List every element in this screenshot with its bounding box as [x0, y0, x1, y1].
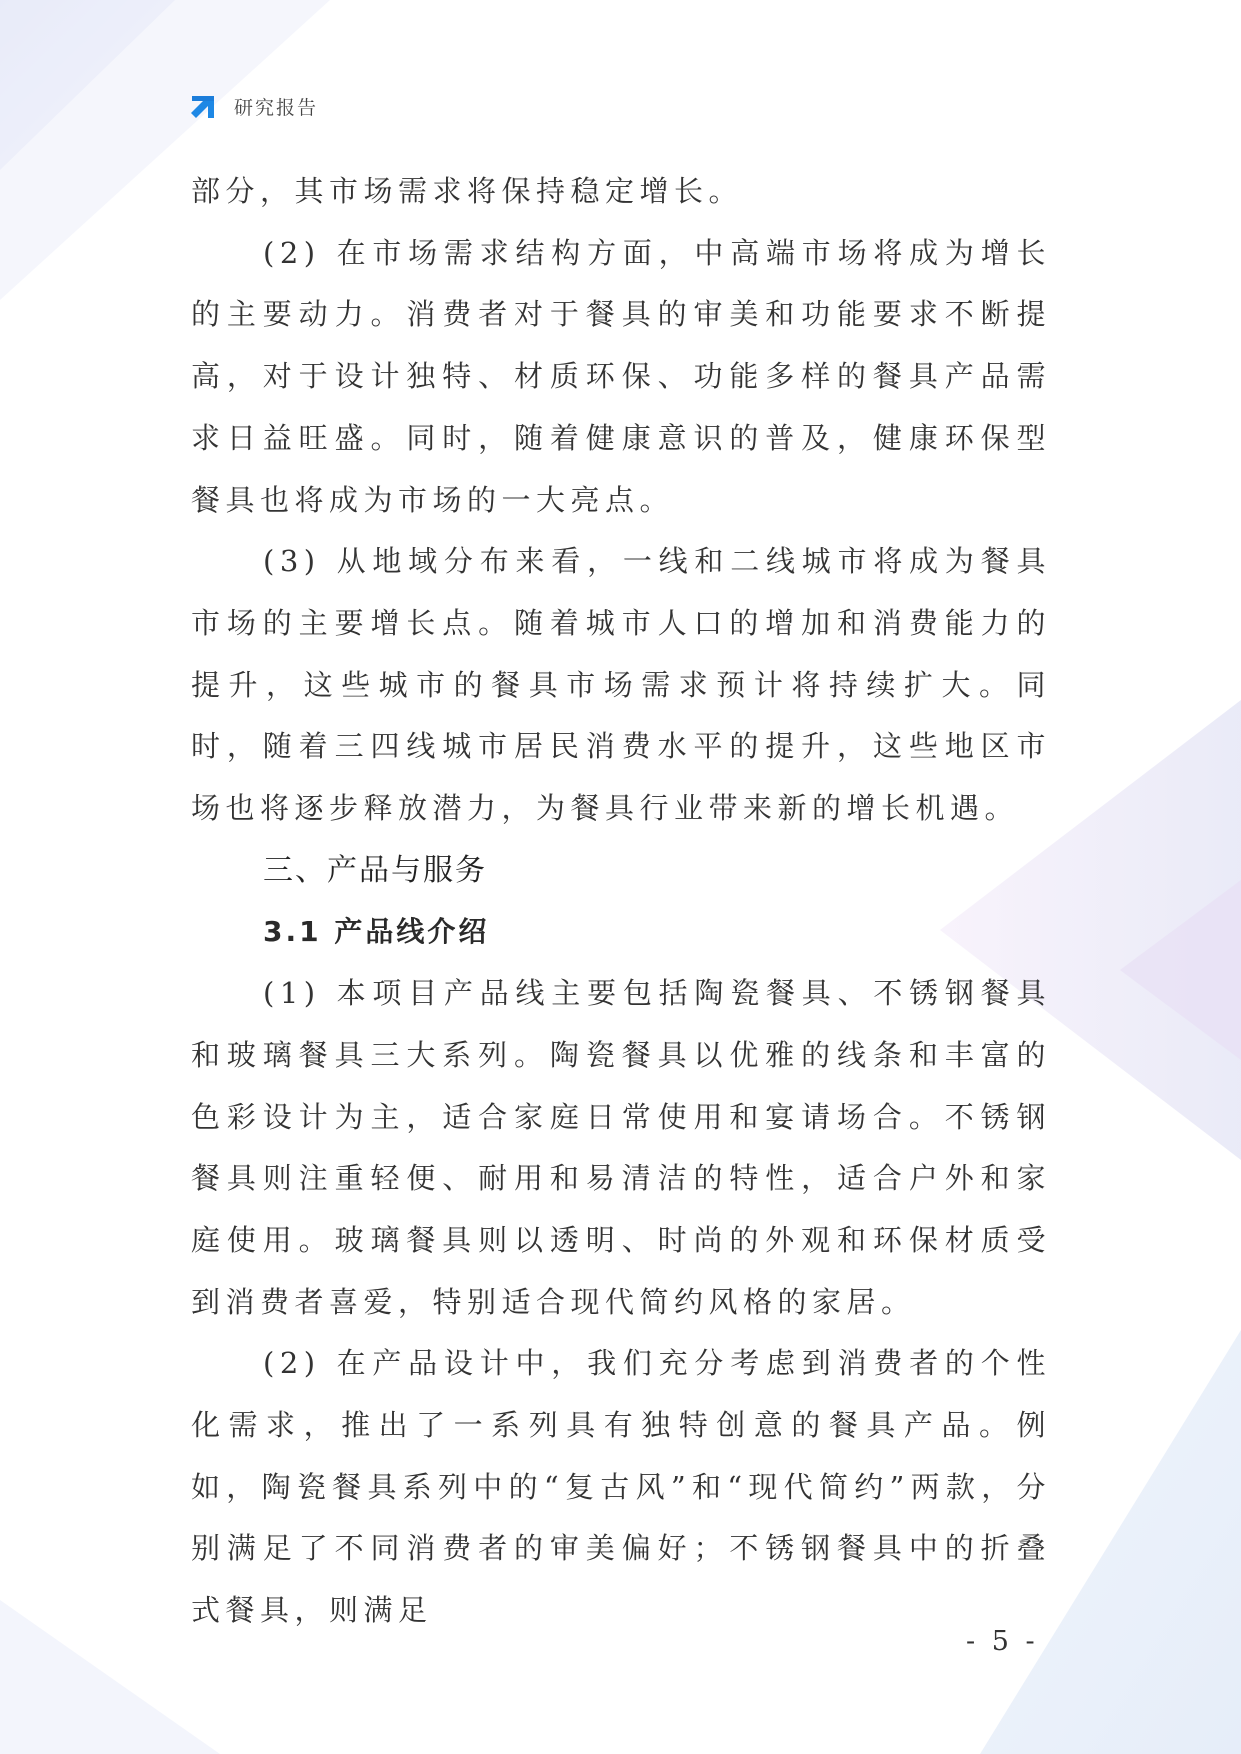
paragraph: (2) 在市场需求结构方面，中高端市场将成为增长的主要动力。消费者对于餐具的审美和功能要求不断提高，对于设计独特、材质环保、功能多样的餐具产品需求日益旺盛。同时，随着健康意识的普及，健康环保型餐具也将成为市场的一大亮点。	[191, 235, 1051, 517]
paragraph: (2) 在产品设计中，我们充分考虑到消费者的个性化需求，推出了一系列具有独特创意的餐具产品。例如，陶瓷餐具系列中的“复古风”和“现代简约”两款，分别满足了不同消费者的审美偏好；不锈钢餐具中的折叠式餐具，则满足	[191, 1346, 1051, 1628]
section-heading: 三、产品与服务	[263, 852, 487, 888]
report-header	[186, 86, 318, 126]
subsection-heading: 3.1 产品线介绍	[263, 915, 490, 949]
paragraph: 部分，其市场需求将保持稳定增长。	[191, 174, 744, 208]
paragraph: (3) 从地域分布来看，一线和二线城市将成为餐具市场的主要增长点。随着城市人口的增加和消费能力的提升，这些城市的餐具市场需求预计将持续扩大。同时，随着三四线城市居民消费水平的提升，这些地区市场也将逐步释放潜力，为餐具行业带来新的增长机遇。	[191, 544, 1051, 826]
document-body	[191, 161, 1051, 1642]
page-number: - 5 -	[966, 1626, 1039, 1657]
report-label: 研究报告	[234, 96, 319, 119]
arrow-up-right-icon	[186, 88, 222, 124]
paragraph: (1) 本项目产品线主要包括陶瓷餐具、不锈钢餐具和玻璃餐具三大系列。陶瓷餐具以优雅的线条和丰富的色彩设计为主，适合家庭日常使用和宴请场合。不锈钢餐具则注重轻便、耐用和易清洁的特性，适合户外和家庭使用。玻璃餐具则以透明、时尚的外观和环保材质受到消费者喜爱，特别适合现代简约风格的家居。	[191, 976, 1051, 1319]
